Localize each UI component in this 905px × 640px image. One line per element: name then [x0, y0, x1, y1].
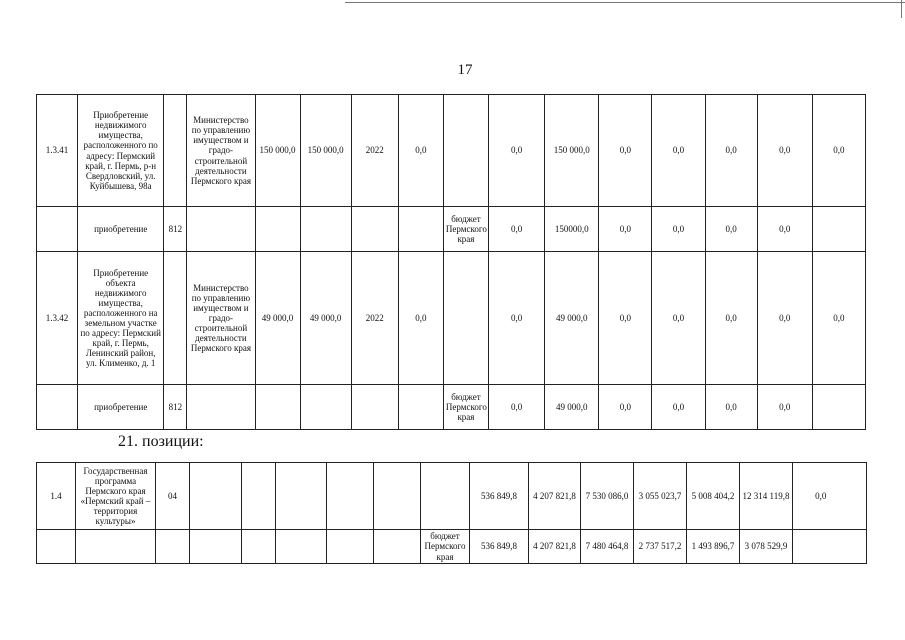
empty-cell	[164, 252, 187, 385]
sub-source: бюджет Пермского края	[443, 385, 488, 430]
cell-value: 2 737 517,2	[634, 530, 687, 564]
table-row	[37, 95, 866, 207]
cell-value: 0,0	[652, 252, 705, 385]
cell-value: 0,0	[812, 95, 865, 207]
cell-value: 3 078 529,9	[740, 530, 793, 564]
cell-value: 0,0	[489, 252, 545, 385]
row-code2: 04	[156, 463, 190, 530]
cell-value: 0,0	[489, 207, 545, 252]
empty-cell	[351, 207, 398, 252]
empty-cell	[255, 385, 300, 430]
table-row	[37, 207, 866, 252]
cell-year: 2022	[351, 252, 398, 385]
cell-value: 12 314 119,8	[740, 463, 793, 530]
section-heading: 21. позиции:	[118, 433, 204, 450]
cell-value: 49 000,0	[545, 385, 599, 430]
empty-cell	[37, 530, 76, 564]
sub-label: приобретение	[78, 385, 164, 430]
cell-value: 0,0	[652, 385, 705, 430]
empty-cell	[164, 95, 187, 207]
sub-code: 812	[164, 385, 187, 430]
empty-cell	[190, 530, 242, 564]
cell-value: 0,0	[652, 95, 705, 207]
empty-cell	[190, 463, 242, 530]
empty-cell	[421, 463, 470, 530]
empty-cell	[242, 463, 276, 530]
empty-cell	[374, 463, 421, 530]
empty-cell	[300, 207, 351, 252]
empty-cell	[793, 530, 849, 564]
empty-cell	[276, 463, 327, 530]
cell-value: 4 207 821,8	[529, 463, 581, 530]
table-row	[37, 463, 867, 530]
empty-cell	[327, 530, 374, 564]
row-name: Приобретение недвижимого имущества, расположенного по адресу: Пермский край, г. Пермь, р-н Свердловский, ул. Куйбышева, 98а	[78, 95, 164, 207]
cell-value: 0,0	[398, 95, 443, 207]
table-row	[37, 252, 866, 385]
empty-cell	[849, 530, 867, 564]
empty-cell	[327, 463, 374, 530]
empty-cell	[276, 530, 327, 564]
sub-source: бюджет Пермского края	[443, 207, 488, 252]
top-edge-line	[345, 2, 905, 3]
cell-value: 0,0	[705, 207, 757, 252]
empty-cell	[812, 207, 865, 252]
row-org: Министерство по управлению имуществом и градо-строительной деятельности Пермского края	[187, 95, 255, 207]
empty-cell	[443, 95, 488, 207]
sub-source: бюджет Пермского края	[421, 530, 470, 564]
cell-value: 0,0	[599, 252, 652, 385]
cell-value: 0,0	[599, 207, 652, 252]
cell-value: 0,0	[757, 252, 812, 385]
cell-value: 150 000,0	[255, 95, 300, 207]
empty-cell	[849, 463, 867, 530]
empty-cell	[443, 252, 488, 385]
cell-value: 0,0	[757, 95, 812, 207]
table-row	[37, 385, 866, 430]
cell-year: 2022	[351, 95, 398, 207]
empty-cell	[300, 385, 351, 430]
cell-value: 0,0	[705, 385, 757, 430]
cell-value: 7 480 464,8	[581, 530, 634, 564]
cell-value: 0,0	[793, 463, 849, 530]
empty-cell	[398, 385, 443, 430]
cell-value: 150000,0	[545, 207, 599, 252]
empty-cell	[255, 207, 300, 252]
cell-value: 7 530 086,0	[581, 463, 634, 530]
cell-value: 150 000,0	[300, 95, 351, 207]
empty-cell	[37, 385, 78, 430]
cell-value: 0,0	[599, 95, 652, 207]
table-row	[37, 530, 867, 564]
cell-value: 0,0	[757, 207, 812, 252]
cell-value: 0,0	[652, 207, 705, 252]
sub-code: 812	[164, 207, 187, 252]
cell-value: 0,0	[398, 252, 443, 385]
empty-cell	[812, 385, 865, 430]
cell-value: 5 008 404,2	[687, 463, 740, 530]
cell-value: 536 849,8	[470, 530, 529, 564]
cell-value: 0,0	[812, 252, 865, 385]
cell-value: 49 000,0	[255, 252, 300, 385]
row-name: Государственная программа Пермского края «Пермский край – территория культуры»	[76, 463, 156, 530]
row-org: Министерство по управлению имуществом и градо-строительной деятельности Пермского края	[187, 252, 255, 385]
empty-cell	[351, 385, 398, 430]
row-code: 1.3.42	[37, 252, 78, 385]
cell-value: 150 000,0	[545, 95, 599, 207]
row-name: Приобретение объекта недвижимого имущества, расположенного на земельном участке по адресу: Пермский край, г. Пермь, Ленинский район, ул. Клименко, д. 1	[78, 252, 164, 385]
cell-value: 536 849,8	[470, 463, 529, 530]
empty-cell	[242, 530, 276, 564]
cell-value: 49 000,0	[300, 252, 351, 385]
row-code: 1.4	[37, 463, 76, 530]
cell-value: 0,0	[489, 95, 545, 207]
cell-value: 0,0	[599, 385, 652, 430]
empty-cell	[398, 207, 443, 252]
cell-value: 4 207 821,8	[529, 530, 581, 564]
budget-table-2	[36, 462, 867, 564]
empty-cell	[187, 207, 255, 252]
cell-value: 0,0	[705, 95, 757, 207]
cell-value: 3 055 023,7	[634, 463, 687, 530]
right-edge-line	[901, 0, 902, 18]
cell-value: 1 493 896,7	[687, 530, 740, 564]
empty-cell	[76, 530, 156, 564]
budget-table-1	[36, 94, 866, 430]
page-number: 17	[457, 62, 473, 78]
empty-cell	[37, 207, 78, 252]
cell-value: 49 000,0	[545, 252, 599, 385]
sub-label: приобретение	[78, 207, 164, 252]
row-code: 1.3.41	[37, 95, 78, 207]
cell-value: 0,0	[757, 385, 812, 430]
empty-cell	[187, 385, 255, 430]
cell-value: 0,0	[705, 252, 757, 385]
empty-cell	[374, 530, 421, 564]
cell-value: 0,0	[489, 385, 545, 430]
empty-cell	[156, 530, 190, 564]
